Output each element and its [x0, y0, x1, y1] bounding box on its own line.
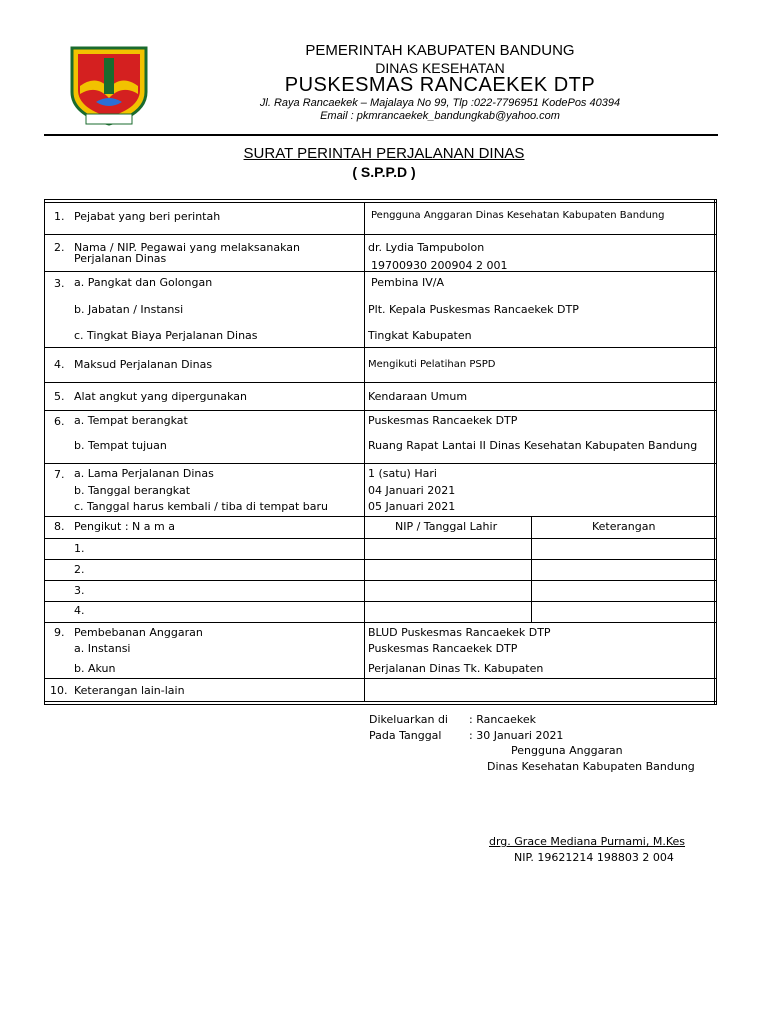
follower-number: 3.	[74, 584, 85, 597]
budget-value: BLUD Puskesmas Rancaekek DTP	[368, 626, 551, 639]
account-value: Perjalanan Dinas Tk. Kabupaten	[368, 662, 544, 675]
header-government: PEMERINTAH KABUPATEN BANDUNG	[305, 42, 575, 59]
header-department: DINAS KESEHATAN	[375, 60, 505, 76]
row-label: Maksud Perjalanan Dinas	[74, 358, 213, 371]
employee-name: dr. Lydia Tampubolon	[368, 241, 485, 254]
row-number: 5.	[54, 390, 65, 403]
row-label: Pembebanan Anggaran	[74, 626, 203, 639]
kabupaten-bandung-logo	[66, 44, 152, 128]
header-address: Jl. Raya Rancaekek – Majalaya No 99, Tlp :022-7796951 KodePos 40394	[259, 97, 621, 109]
row-label: Pengikut : N a m a	[74, 520, 175, 533]
row-number: 4.	[54, 358, 65, 371]
departure-place-value: Puskesmas Rancaekek DTP	[368, 414, 518, 427]
row-number: 7.	[54, 468, 65, 481]
row-number: 10.	[50, 684, 68, 697]
signer-nip: NIP. 19621214 198803 2 004	[514, 851, 674, 864]
row-number: 3.	[54, 277, 65, 290]
row-label: Pejabat yang beri perintah	[74, 210, 221, 223]
row-label: Keterangan lain-lain	[74, 684, 185, 697]
row-label-b: b. Tanggal berangkat	[74, 484, 191, 497]
destination-value: Ruang Rapat Lantai II Dinas Kesehatan Kabupaten Bandung	[368, 439, 698, 452]
row-label-cont: Perjalanan Dinas	[74, 252, 167, 265]
row-label-a: a. Lama Perjalanan Dinas	[74, 467, 214, 480]
follower-number: 4.	[74, 604, 85, 617]
row-number: 8.	[54, 520, 65, 533]
issued-at-label: Dikeluarkan di	[369, 713, 448, 726]
follower-number: 1.	[74, 542, 85, 555]
header-email: Email : pkmrancaekek_bandungkab@yahoo.com	[320, 110, 560, 122]
row-number: 2.	[54, 241, 65, 254]
position-value: Plt. Kepala Puskesmas Rancaekek DTP	[368, 303, 579, 316]
row-label-c: c. Tanggal harus kembali / tiba di tempat baru	[74, 500, 329, 513]
transport-value: Kendaraan Umum	[368, 390, 468, 403]
signer-role: Pengguna Anggaran	[511, 744, 623, 757]
return-date-value: 05 Januari 2021	[368, 500, 456, 513]
issue-date-value: : 30 Januari 2021	[469, 729, 564, 742]
notes-column-header: Keterangan	[592, 520, 656, 533]
header-puskesmas: PUSKESMAS RANCAEKEK DTP	[284, 74, 596, 96]
row-label-c: c. Tingkat Biaya Perjalanan Dinas	[74, 329, 258, 342]
row-label-b: b. Jabatan / Instansi	[74, 303, 184, 316]
duration-value: 1 (satu) Hari	[368, 467, 437, 480]
sppd-table	[44, 199, 717, 704]
rank-value: Pembina IV/A	[371, 276, 444, 289]
row-value: Pengguna Anggaran Dinas Kesehatan Kabupaten Bandung	[371, 210, 665, 221]
issued-at-value: : Rancaekek	[469, 713, 536, 726]
row-label-a: a. Pangkat dan Golongan	[74, 276, 213, 289]
agency-value: Puskesmas Rancaekek DTP	[368, 642, 518, 655]
row-label-b: b. Akun	[74, 662, 116, 675]
row-label: Nama / NIP. Pegawai yang melaksanakan	[74, 241, 300, 254]
header-divider	[44, 134, 718, 136]
employee-nip: 19700930 200904 2 001	[371, 259, 508, 272]
row-label: Alat angkut yang dipergunakan	[74, 390, 248, 403]
row-label-b: b. Tempat tujuan	[74, 439, 167, 452]
issue-date-label: Pada Tanggal	[369, 729, 442, 742]
signer-office: Dinas Kesehatan Kabupaten Bandung	[487, 760, 695, 773]
purpose-value: Mengikuti Pelatihan PSPD	[368, 359, 496, 370]
document-title: SURAT PERINTAH PERJALANAN DINAS	[243, 145, 525, 162]
cost-level-value: Tingkat Kabupaten	[368, 329, 472, 342]
departure-date-value: 04 Januari 2021	[368, 484, 456, 497]
signer-name: drg. Grace Mediana Purnami, M.Kes	[489, 835, 686, 848]
nip-column-header: NIP / Tanggal Lahir	[395, 520, 498, 533]
follower-number: 2.	[74, 563, 85, 576]
row-number: 9.	[54, 626, 65, 639]
row-label-a: a. Tempat berangkat	[74, 414, 188, 427]
row-label-a: a. Instansi	[74, 642, 131, 655]
document-subtitle: ( S.P.P.D )	[352, 164, 416, 180]
row-number: 6.	[54, 415, 65, 428]
row-number: 1.	[54, 210, 65, 223]
